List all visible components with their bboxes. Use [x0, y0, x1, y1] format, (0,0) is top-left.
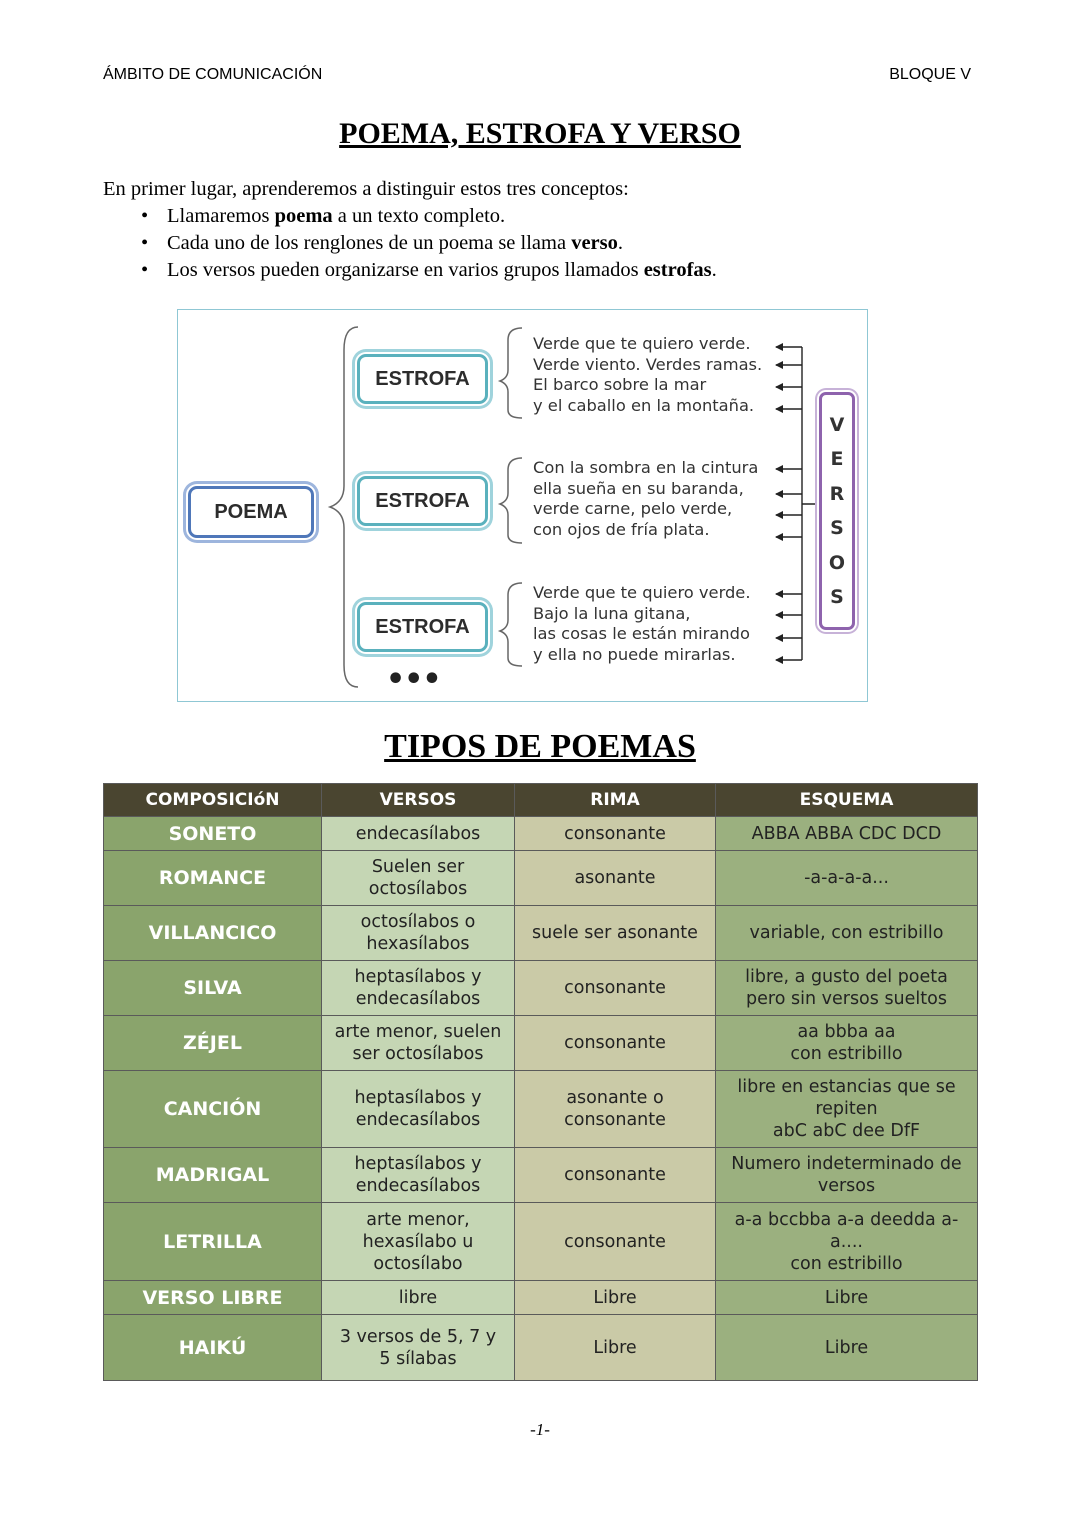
bullet-icon: •	[141, 205, 149, 227]
cell-text: consonante	[564, 823, 666, 844]
list-item-text: Llamaremos	[167, 205, 275, 227]
column-header: VERSOS	[322, 784, 515, 817]
cell-text: VERSO LIBRE	[142, 1286, 283, 1309]
cell-text: versos	[817, 1176, 876, 1196]
estrofa-box: ESTROFA	[357, 354, 488, 404]
verse-line: las cosas le están mirando	[533, 624, 750, 643]
cell-text: CANCIÓN	[163, 1098, 262, 1120]
stanza-2	[533, 458, 758, 540]
column-header: COMPOSICIóN	[104, 784, 322, 817]
cell-text: a-a bccbba a-a deedda a-	[734, 1209, 959, 1230]
verse-line: El barco sobre la mar	[533, 375, 707, 394]
scheme-cell	[716, 906, 978, 961]
cell-text: arte menor,	[366, 1209, 470, 1230]
versos-letter: E	[830, 448, 844, 470]
poem-types-table	[103, 783, 978, 1381]
cell-text: Libre	[824, 1337, 869, 1358]
cell-text: abC abC dee DfF	[772, 1121, 921, 1141]
rhyme-cell	[515, 851, 716, 906]
verse-line: con ojos de fría plata.	[533, 519, 710, 539]
column-header: ESQUEMA	[716, 784, 978, 817]
list-item-text: Los versos pueden organizarse en varios grupos llamados	[167, 259, 644, 281]
poem-structure-diagram	[177, 309, 868, 702]
cell-text: hexasílabos	[366, 934, 470, 954]
cell-text: hexasílabo u	[362, 1231, 474, 1252]
verses-cell	[322, 851, 515, 906]
list-item	[103, 257, 717, 284]
composition-cell	[104, 961, 322, 1016]
cell-text: variable, con estribillo	[749, 923, 944, 943]
scheme-cell	[716, 1016, 978, 1071]
cell-text: con estribillo	[790, 1253, 903, 1274]
verse-line: Verde que te quiero verde.	[533, 334, 751, 353]
bullet-icon: •	[141, 259, 149, 281]
verse-line: y el caballo en la montaña.	[533, 395, 755, 415]
page-title: POEMA, ESTROFA Y VERSO	[339, 117, 741, 150]
intro-lead: En primer lugar, aprenderemos a distinguir estos tres conceptos:	[103, 178, 629, 200]
cell-text: suele ser asonante	[532, 923, 698, 943]
list-item-term: verso	[571, 232, 618, 254]
cell-text: heptasílabos y	[354, 1154, 482, 1174]
column-header: RIMA	[515, 784, 716, 817]
intro	[103, 176, 717, 284]
page-number: -1-	[530, 1420, 550, 1439]
cell-text: LETRILLA	[163, 1230, 262, 1253]
cell-text: endecasílabos	[355, 1110, 481, 1130]
stanza-1	[533, 334, 762, 416]
verses-cell	[322, 817, 515, 851]
cell-text: libre en estancias que se	[737, 1077, 956, 1097]
table-row	[104, 1148, 978, 1203]
cell-text: Numero indeterminado de	[731, 1154, 962, 1174]
cell-text: ABBA ABBA CDC DCD	[751, 823, 942, 844]
rhyme-cell	[515, 1315, 716, 1381]
cell-text: ROMANCE	[158, 867, 267, 889]
scheme-cell	[716, 1281, 978, 1315]
cell-text: pero sin versos sueltos	[746, 989, 947, 1009]
list-item-term: estrofas	[643, 259, 712, 281]
verses-cell	[322, 1281, 515, 1315]
stanza-braces-icon	[500, 328, 522, 666]
cell-text: repiten	[815, 1099, 878, 1119]
versos-box	[819, 392, 855, 630]
cell-text: consonante	[564, 1033, 666, 1053]
composition-cell	[104, 1281, 322, 1315]
cell-text: HAIKÚ	[178, 1336, 247, 1359]
table-header-row	[104, 784, 978, 817]
rhyme-cell	[515, 961, 716, 1016]
header-left: ÁMBITO DE COMUNICACIÓN	[103, 66, 323, 83]
rhyme-cell	[515, 1203, 716, 1281]
composition-cell	[104, 906, 322, 961]
scheme-cell	[716, 1315, 978, 1381]
cell-text: SILVA	[183, 977, 242, 999]
rhyme-cell	[515, 1148, 716, 1203]
table-row	[104, 1281, 978, 1315]
table-row	[104, 1071, 978, 1148]
cell-text: Libre	[593, 1287, 637, 1308]
cell-text: a....	[830, 1231, 863, 1252]
verses-cell	[322, 1203, 515, 1281]
cell-text: con estribillo	[790, 1044, 903, 1064]
verse-line: Bajo la luna gitana,	[533, 603, 691, 623]
cell-text: consonante	[564, 1110, 666, 1130]
list-item-text: .	[711, 259, 717, 281]
cell-text: ZÉJEL	[183, 1032, 242, 1054]
scheme-cell	[716, 817, 978, 851]
cell-text: asonante o	[566, 1088, 664, 1108]
verse-line: ella sueña en su baranda,	[533, 478, 744, 498]
verses-cell	[322, 1315, 515, 1381]
cell-text: -a-a-a-a...	[804, 868, 889, 888]
composition-cell	[104, 817, 322, 851]
table-row	[104, 906, 978, 961]
cell-text: libre	[398, 1287, 438, 1308]
cell-text: libre, a gusto del poeta	[745, 967, 948, 987]
scheme-cell	[716, 1148, 978, 1203]
table-row	[104, 1203, 978, 1281]
cell-text: consonante	[564, 978, 666, 998]
verses-cell	[322, 1071, 515, 1148]
list-item-text: a un texto completo.	[332, 205, 506, 227]
verse-line: verde carne, pelo verde,	[533, 499, 733, 518]
table-row	[104, 851, 978, 906]
section-title: TIPOS DE POEMAS	[384, 728, 696, 765]
cell-text: aa bbba aa	[797, 1022, 896, 1042]
verse-line: y ella no puede mirarlas.	[533, 644, 736, 664]
verses-cell	[322, 906, 515, 961]
list-item	[103, 230, 717, 257]
cell-text: Libre	[824, 1287, 869, 1308]
scheme-cell	[716, 851, 978, 906]
rhyme-cell	[515, 906, 716, 961]
cell-text: heptasílabos y	[354, 1088, 482, 1108]
cell-text: 5 sílabas	[379, 1348, 457, 1369]
verse-line: Con la sombra en la cintura	[533, 458, 759, 477]
cell-text: heptasílabos y	[354, 967, 482, 987]
cell-text: Libre	[593, 1337, 637, 1358]
cell-text: 3 versos de 5, 7 y	[339, 1326, 497, 1347]
composition-cell	[104, 851, 322, 906]
main-brace-icon	[330, 327, 358, 687]
cell-text: octosílabo	[373, 1253, 463, 1274]
cell-text: Suelen ser	[371, 857, 465, 877]
rhyme-cell	[515, 1281, 716, 1315]
estrofa-box: ESTROFA	[357, 476, 488, 526]
cell-text: asonante	[574, 868, 656, 888]
cell-text: consonante	[564, 1165, 666, 1185]
verse-line: Verde viento. Verdes ramas.	[533, 354, 763, 374]
composition-cell	[104, 1016, 322, 1071]
list-item-term: poema	[274, 205, 333, 227]
rhyme-cell	[515, 1071, 716, 1148]
table-row	[104, 1315, 978, 1381]
composition-cell	[104, 1071, 322, 1148]
concept-list	[103, 203, 717, 284]
table-body	[104, 817, 978, 1381]
verse-arrows-icon	[776, 347, 819, 660]
versos-letter: V	[829, 413, 845, 436]
composition-cell	[104, 1148, 322, 1203]
bullet-icon: •	[141, 232, 149, 254]
table-row	[104, 817, 978, 851]
list-item-text: .	[617, 232, 624, 254]
scheme-cell	[716, 1203, 978, 1281]
list-item	[103, 203, 717, 230]
versos-letter: O	[828, 551, 846, 574]
estrofa-box: ESTROFA	[357, 602, 488, 652]
list-item-text: Cada uno de los renglones de un poema se llama	[167, 232, 572, 254]
ellipsis-icon: •••	[386, 662, 441, 697]
poema-box: POEMA	[188, 486, 314, 538]
rhyme-cell	[515, 817, 716, 851]
cell-text: endecasílabos	[355, 1176, 481, 1196]
scheme-cell	[716, 1071, 978, 1148]
table-row	[104, 961, 978, 1016]
cell-text: endecasílabos	[355, 823, 481, 844]
cell-text: ser octosílabos	[352, 1044, 484, 1064]
scheme-cell	[716, 961, 978, 1016]
stanza-3	[533, 583, 751, 665]
cell-text: consonante	[564, 1231, 666, 1252]
composition-cell	[104, 1315, 322, 1381]
header-right: BLOQUE V	[889, 66, 971, 83]
cell-text: MADRIGAL	[155, 1164, 270, 1186]
cell-text: SONETO	[168, 822, 257, 845]
composition-cell	[104, 1203, 322, 1281]
cell-text: arte menor, suelen	[334, 1022, 502, 1042]
table-row	[104, 1016, 978, 1071]
versos-letter: S	[830, 586, 844, 608]
verses-cell	[322, 961, 515, 1016]
verses-cell	[322, 1016, 515, 1071]
cell-text: VILLANCICO	[148, 922, 277, 944]
verses-cell	[322, 1148, 515, 1203]
verse-line: Verde que te quiero verde.	[533, 583, 751, 602]
cell-text: octosílabos o	[360, 912, 476, 932]
versos-letter: S	[830, 517, 844, 539]
versos-letter: R	[829, 482, 845, 505]
rhyme-cell	[515, 1016, 716, 1071]
cell-text: endecasílabos	[355, 989, 481, 1009]
cell-text: octosílabos	[368, 879, 468, 899]
